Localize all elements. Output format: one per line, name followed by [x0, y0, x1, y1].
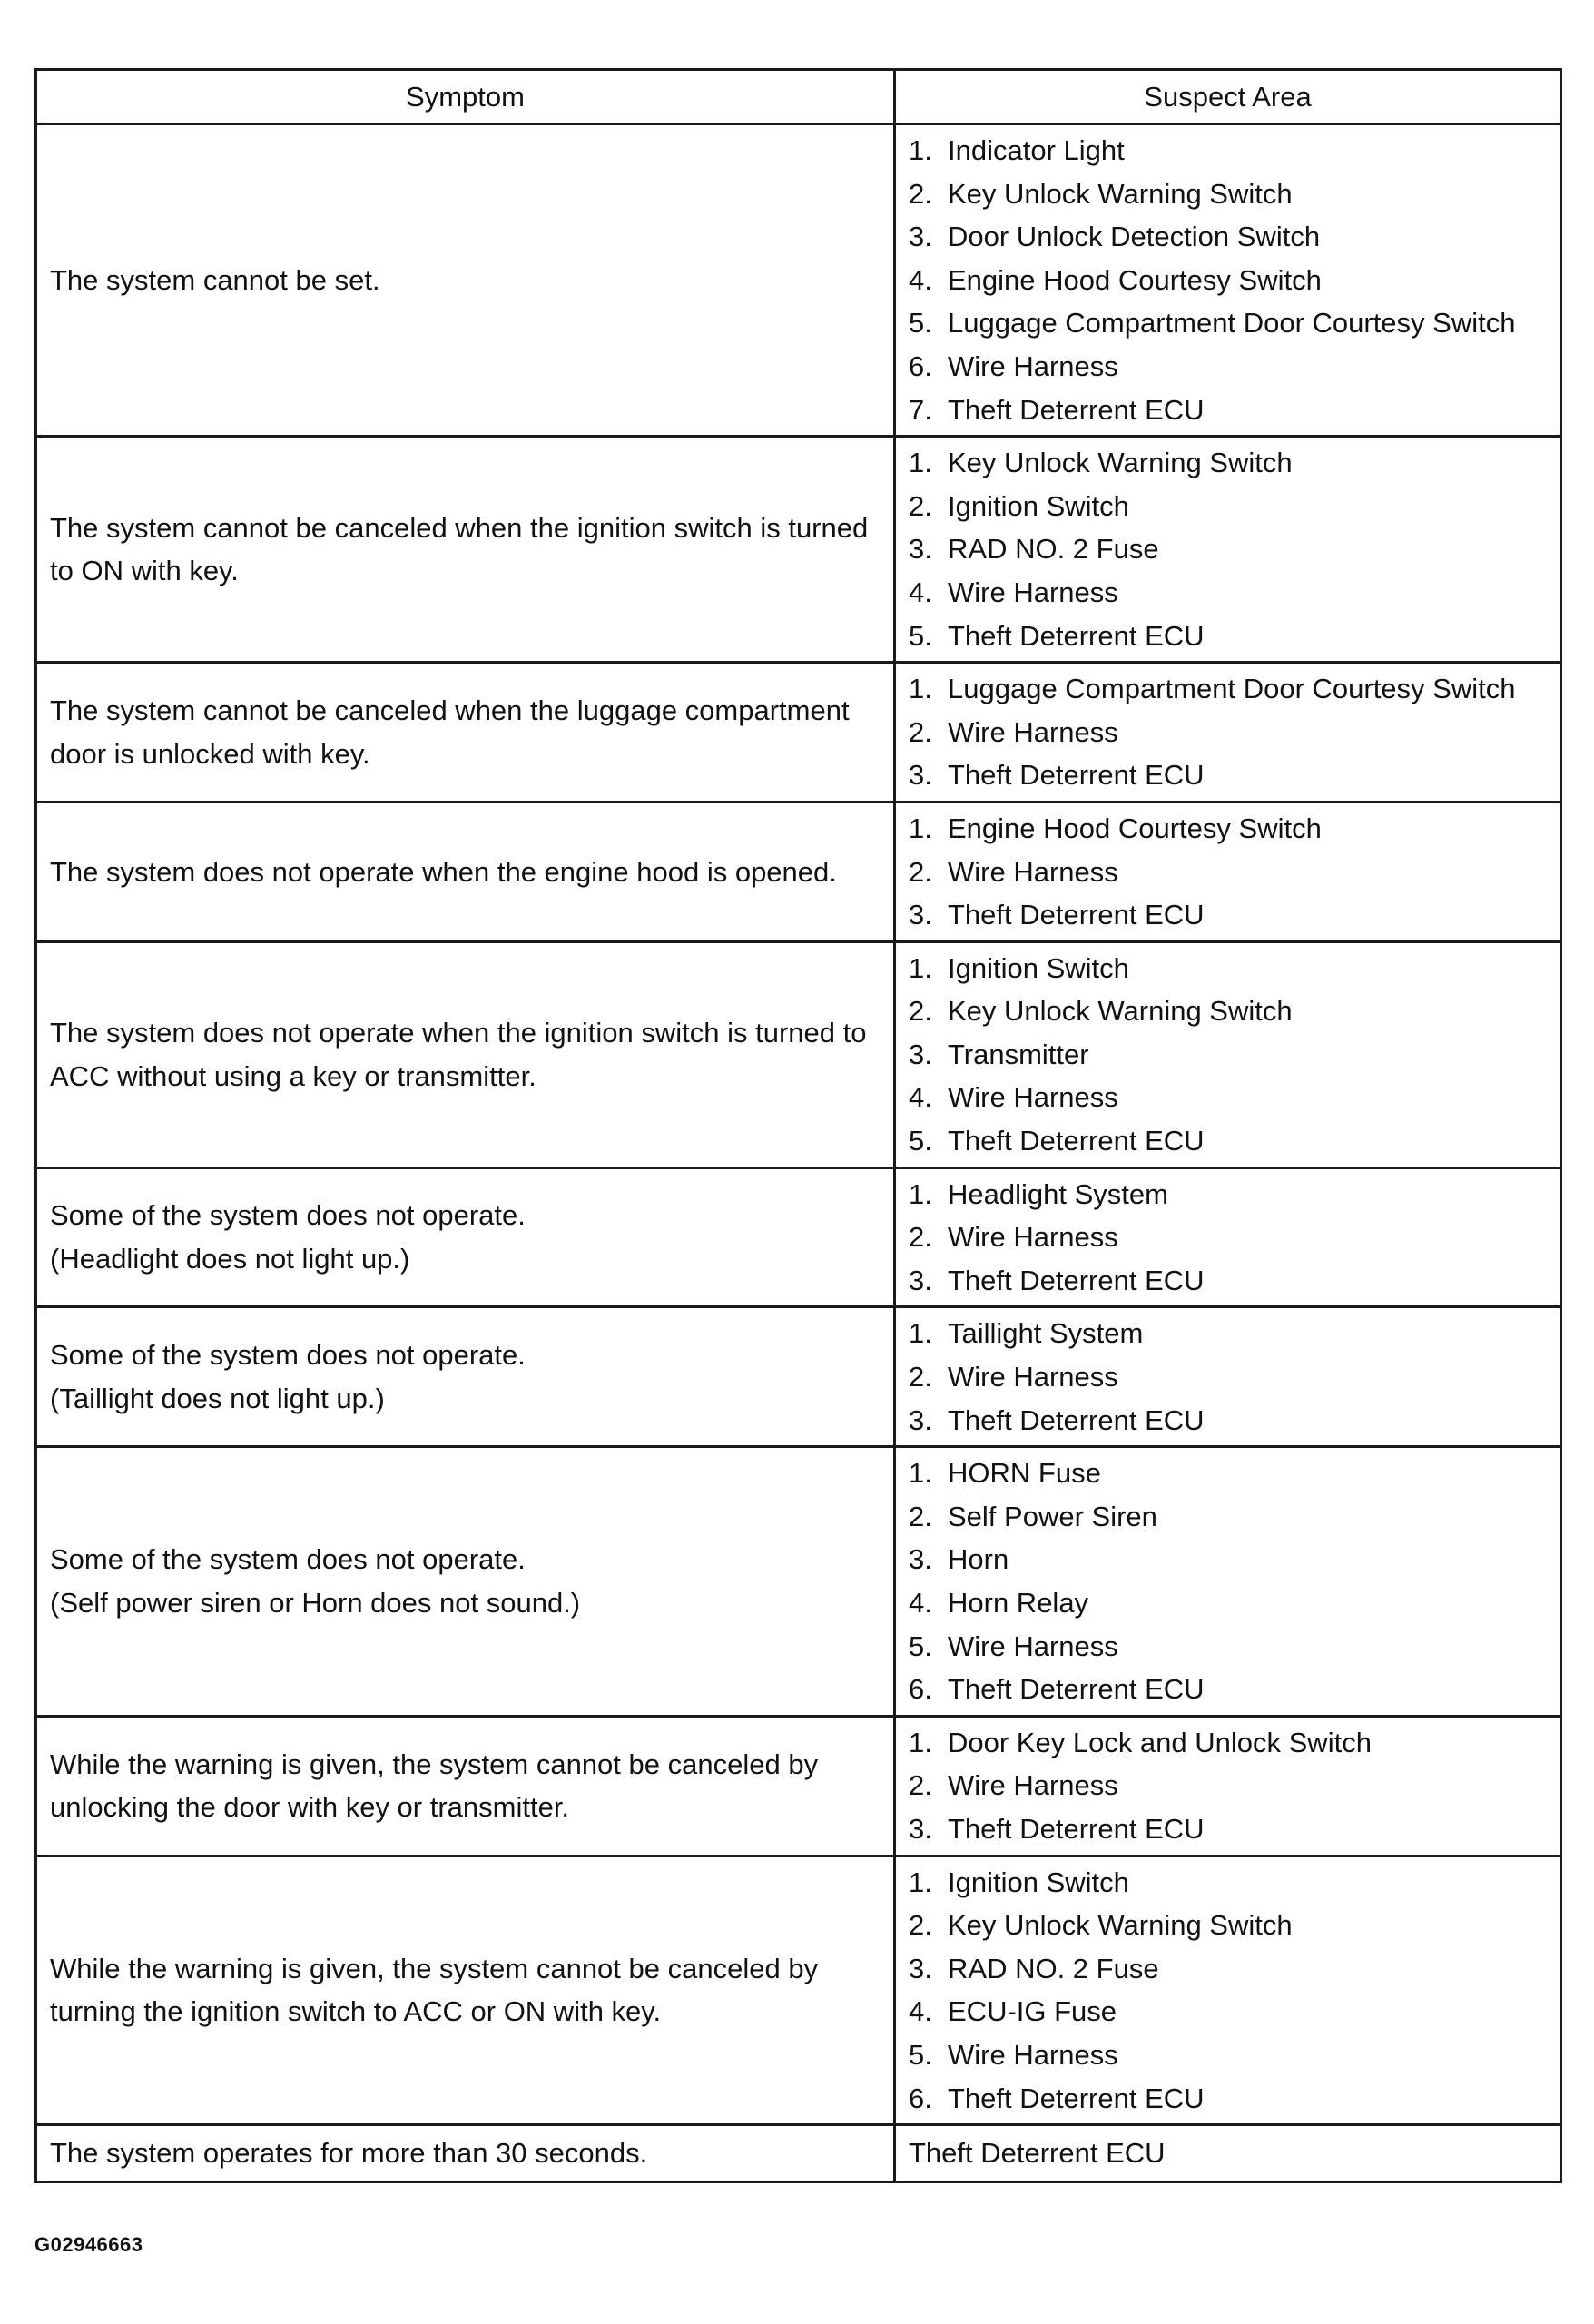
- suspect-item: [909, 1119, 1550, 1163]
- suspect-item-text: Theft Deterrent ECU: [948, 1264, 1205, 1296]
- symptom-text: turning the ignition switch to ACC or ON with key.: [50, 1995, 662, 2028]
- suspect-list: [909, 1312, 1550, 1442]
- suspect-item-text: Wire Harness: [948, 1221, 1118, 1254]
- suspect-item: [909, 1807, 1550, 1851]
- suspect-item: [909, 1399, 1550, 1443]
- suspect-item-number: 5.: [909, 1630, 932, 1662]
- table-row: [36, 802, 1561, 941]
- suspect-item-number: 1.: [909, 812, 932, 844]
- suspect-item-number: 3.: [909, 533, 932, 566]
- symptom-text: (Taillight does not light up.): [50, 1382, 385, 1414]
- suspect-item-number: 5.: [909, 307, 932, 340]
- suspect-item: [909, 1764, 1550, 1807]
- suspect-list: [909, 807, 1550, 937]
- suspect-item-text: Ignition Switch: [948, 1866, 1129, 1898]
- symptom-text: unlocking the door with key or transmitter.: [50, 1791, 570, 1824]
- suspect-item: [909, 1355, 1550, 1399]
- suspect-item-number: 3.: [909, 759, 932, 792]
- symptom-text: (Self power siren or Horn does not sound.): [50, 1587, 581, 1619]
- table-row: [36, 1167, 1561, 1307]
- suspect-item-text: Luggage Compartment Door Courtesy Switch: [948, 307, 1516, 340]
- suspect-item-number: 3.: [909, 1952, 932, 1984]
- suspect-area-cell: [895, 1167, 1561, 1307]
- symptom-text: The system operates for more than 30 seconds.: [50, 2137, 648, 2170]
- suspect-item-text: Horn Relay: [948, 1587, 1089, 1619]
- suspect-item-number: 1.: [909, 1317, 932, 1350]
- suspect-item: [909, 485, 1550, 528]
- suspect-item-text: Theft Deterrent ECU: [948, 759, 1205, 792]
- suspect-item-number: 4.: [909, 263, 932, 296]
- suspect-item-number: 2.: [909, 177, 932, 210]
- suspect-item: [909, 259, 1550, 302]
- suspect-item-text: Key Unlock Warning Switch: [948, 447, 1293, 479]
- suspect-item-number: 2.: [909, 715, 932, 748]
- suspect-item: [909, 571, 1550, 615]
- suspect-list: [909, 667, 1550, 797]
- symptom-text: The system cannot be set.: [50, 263, 380, 296]
- symptom-cell: [36, 1856, 895, 2125]
- table-row: [36, 663, 1561, 803]
- suspect-item-number: 1.: [909, 1177, 932, 1210]
- suspect-item: [909, 1538, 1550, 1581]
- suspect-item-number: 6.: [909, 350, 932, 382]
- suspect-item: [909, 527, 1550, 571]
- suspect-item-number: 3.: [909, 1403, 932, 1436]
- symptom-cell: [36, 2125, 895, 2182]
- suspect-item: [909, 1076, 1550, 1119]
- suspect-item: [909, 1861, 1550, 1905]
- suspect-item-number: 1.: [909, 1866, 932, 1898]
- suspect-item-text: Wire Harness: [948, 1361, 1118, 1393]
- suspect-item: [909, 711, 1550, 754]
- suspect-item-text: Wire Harness: [948, 2038, 1118, 2071]
- table-row: [36, 124, 1561, 437]
- suspect-item-text: Theft Deterrent ECU: [948, 1125, 1205, 1157]
- suspect-list: [909, 1173, 1550, 1303]
- suspect-item-number: 3.: [909, 1264, 932, 1296]
- symptom-cell: [36, 1716, 895, 1856]
- suspect-area-cell: [895, 1307, 1561, 1447]
- suspect-item: [909, 2034, 1550, 2077]
- symptom-column-header: Symptom: [36, 70, 895, 124]
- suspect-item-number: 5.: [909, 1125, 932, 1157]
- suspect-list: [909, 441, 1550, 657]
- suspect-item-number: 2.: [909, 489, 932, 522]
- suspect-item-number: 2.: [909, 995, 932, 1028]
- suspect-item-text: Theft Deterrent ECU: [948, 2082, 1205, 2114]
- suspect-item-text: Indicator Light: [948, 134, 1125, 166]
- suspect-item-number: 2.: [909, 1500, 932, 1532]
- table-row: [36, 1307, 1561, 1447]
- suspect-item-text: Theft Deterrent ECU: [948, 1812, 1205, 1845]
- suspect-item-number: 3.: [909, 1038, 932, 1070]
- suspect-item-text: Door Unlock Detection Switch: [948, 221, 1321, 253]
- suspect-item: [909, 667, 1550, 711]
- suspect-item-text: HORN Fuse: [948, 1457, 1101, 1490]
- suspect-area-cell: [895, 941, 1561, 1167]
- suspect-area-cell: [895, 2125, 1561, 2182]
- symptom-cell: [36, 663, 895, 803]
- suspect-list: [909, 947, 1550, 1163]
- suspect-item: [909, 172, 1550, 216]
- symptom-text: (Headlight does not light up.): [50, 1243, 410, 1275]
- symptom-cell: [36, 941, 895, 1167]
- suspect-item: [909, 389, 1550, 432]
- suspect-item-text: Wire Harness: [948, 1769, 1118, 1802]
- suspect-item: [909, 753, 1550, 797]
- suspect-item-number: 2.: [909, 855, 932, 888]
- suspect-item-text: RAD NO. 2 Fuse: [948, 1952, 1159, 1984]
- suspect-item-text: Headlight System: [948, 1177, 1168, 1210]
- suspect-item-text: Door Key Lock and Unlock Switch: [948, 1726, 1372, 1758]
- symptom-text: The system does not operate when the ignition switch is turned to: [50, 1017, 867, 1049]
- suspect-item: [909, 1581, 1550, 1625]
- table-row: [36, 2125, 1561, 2182]
- symptom-cell: [36, 1447, 895, 1717]
- suspect-area-cell: [895, 663, 1561, 803]
- suspect-item: [909, 215, 1550, 259]
- suspect-item-number: 4.: [909, 1081, 932, 1114]
- suspect-list: [909, 1721, 1550, 1851]
- table-row: [36, 1856, 1561, 2125]
- suspect-item-number: 1.: [909, 1726, 932, 1758]
- symptom-cell: [36, 437, 895, 663]
- suspect-item: [909, 947, 1550, 990]
- suspect-item-text: ECU-IG Fuse: [948, 1995, 1117, 2028]
- suspect-list: [909, 129, 1550, 431]
- troubleshooting-table: [34, 68, 1562, 2183]
- symptom-cell: [36, 1167, 895, 1307]
- suspect-item-number: 5.: [909, 2038, 932, 2071]
- suspect-item-number: 2.: [909, 1769, 932, 1802]
- suspect-item: [909, 1259, 1550, 1303]
- suspect-item: [909, 1904, 1550, 1947]
- suspect-item-text: Luggage Compartment Door Courtesy Switch: [948, 673, 1516, 705]
- suspect-item: [909, 2077, 1550, 2121]
- suspect-item-number: 4.: [909, 1995, 932, 2028]
- suspect-item-text: Self Power Siren: [948, 1500, 1157, 1532]
- table-row: [36, 437, 1561, 663]
- suspect-area-cell: [895, 437, 1561, 663]
- suspect-item: [909, 129, 1550, 172]
- suspect-item: [909, 1216, 1550, 1259]
- suspect-item-text: Horn: [948, 1543, 1009, 1576]
- symptom-text: The system does not operate when the engine hood is opened.: [50, 855, 837, 888]
- symptom-cell: [36, 1307, 895, 1447]
- suspect-list: [909, 1861, 1550, 2121]
- suspect-item-number: 3.: [909, 899, 932, 931]
- suspect-item: [909, 1668, 1550, 1711]
- suspect-item-number: 1.: [909, 951, 932, 984]
- suspect-item-text: Wire Harness: [948, 576, 1118, 608]
- suspect-area-column-header: Suspect Area: [895, 70, 1561, 124]
- suspect-item-text: Taillight System: [948, 1317, 1144, 1350]
- suspect-item: [909, 615, 1550, 658]
- suspect-item: [909, 1947, 1550, 1991]
- suspect-item-number: 5.: [909, 619, 932, 652]
- suspect-item-text: Theft Deterrent ECU: [948, 619, 1205, 652]
- suspect-item-text: Theft Deterrent ECU: [948, 1403, 1205, 1436]
- suspect-item-text: Wire Harness: [948, 715, 1118, 748]
- suspect-item: [909, 1452, 1550, 1495]
- suspect-item-number: 3.: [909, 1812, 932, 1845]
- table-header-row: [36, 70, 1561, 124]
- symptom-text: While the warning is given, the system cannot be canceled by: [50, 1748, 819, 1780]
- suspect-item-text: Wire Harness: [948, 1630, 1118, 1662]
- suspect-item-text: Wire Harness: [948, 855, 1118, 888]
- table-row: [36, 1447, 1561, 1717]
- suspect-area-cell: [895, 1856, 1561, 2125]
- suspect-item-number: 3.: [909, 1543, 932, 1576]
- suspect-item: [909, 345, 1550, 389]
- suspect-item-text: Transmitter: [948, 1038, 1089, 1070]
- suspect-area-cell: [895, 1447, 1561, 1717]
- symptom-text: The system cannot be canceled when the luggage compartment: [50, 694, 850, 726]
- suspect-list: [909, 1452, 1550, 1711]
- suspect-item: [909, 441, 1550, 485]
- suspect-item: [909, 807, 1550, 851]
- suspect-item-number: 1.: [909, 1457, 932, 1490]
- suspect-area-cell: [895, 1716, 1561, 1856]
- suspect-item: [909, 1495, 1550, 1539]
- suspect-item-text: Theft Deterrent ECU: [948, 1673, 1205, 1706]
- table-row: [36, 941, 1561, 1167]
- suspect-item-text: Key Unlock Warning Switch: [948, 1909, 1293, 1942]
- suspect-item-text: Ignition Switch: [948, 489, 1129, 522]
- suspect-item: [909, 1721, 1550, 1765]
- suspect-item-text: Key Unlock Warning Switch: [948, 995, 1293, 1028]
- suspect-item: [909, 1033, 1550, 1077]
- suspect-item: [909, 990, 1550, 1033]
- figure-code: G02946663: [34, 2233, 143, 2256]
- suspect-item-text: Theft Deterrent ECU: [948, 899, 1205, 931]
- suspect-item-text: Key Unlock Warning Switch: [948, 177, 1293, 210]
- symptom-text: While the warning is given, the system cannot be canceled by: [50, 1952, 819, 1984]
- suspect-item-text: Ignition Switch: [948, 951, 1129, 984]
- symptom-text: Some of the system does not operate.: [50, 1199, 526, 1232]
- symptom-cell: [36, 802, 895, 941]
- symptom-text: door is unlocked with key.: [50, 737, 370, 770]
- suspect-area-cell: [895, 124, 1561, 437]
- suspect-item-text: Engine Hood Courtesy Switch: [948, 812, 1322, 844]
- suspect-item-number: 1.: [909, 447, 932, 479]
- suspect-item: [909, 893, 1550, 937]
- suspect-item: [909, 301, 1550, 345]
- symptom-text: ACC without using a key or transmitter.: [50, 1059, 536, 1092]
- suspect-item-text: Wire Harness: [948, 1081, 1118, 1114]
- symptom-cell: [36, 124, 895, 437]
- suspect-item: [909, 851, 1550, 894]
- suspect-item: [909, 1990, 1550, 2034]
- suspect-item: [909, 1312, 1550, 1355]
- suspect-item-number: 7.: [909, 393, 932, 426]
- table-body: [36, 124, 1561, 2182]
- suspect-item-number: 6.: [909, 1673, 932, 1706]
- symptom-text: Some of the system does not operate.: [50, 1339, 526, 1372]
- suspect-item: [909, 1625, 1550, 1669]
- symptom-text: Some of the system does not operate.: [50, 1543, 526, 1576]
- suspect-item-text: Engine Hood Courtesy Switch: [948, 263, 1322, 296]
- table-row: [36, 1716, 1561, 1856]
- suspect-area-cell: [895, 802, 1561, 941]
- suspect-item-number: 1.: [909, 134, 932, 166]
- symptom-text: The system cannot be canceled when the ignition switch is turned: [50, 511, 869, 544]
- suspect-item-number: 4.: [909, 576, 932, 608]
- suspect-item-text: Wire Harness: [948, 350, 1118, 382]
- suspect-item-number: 2.: [909, 1909, 932, 1942]
- suspect-item-text: Theft Deterrent ECU: [948, 393, 1205, 426]
- suspect-item-number: 6.: [909, 2082, 932, 2114]
- suspect-item-text: Theft Deterrent ECU: [909, 2137, 1166, 2170]
- suspect-item-number: 3.: [909, 221, 932, 253]
- suspect-item-number: 2.: [909, 1361, 932, 1393]
- suspect-item-number: 4.: [909, 1587, 932, 1619]
- suspect-item: [909, 1173, 1550, 1216]
- symptom-text: to ON with key.: [50, 555, 239, 587]
- suspect-item-number: 1.: [909, 673, 932, 705]
- suspect-item-text: RAD NO. 2 Fuse: [948, 533, 1159, 566]
- suspect-item-number: 2.: [909, 1221, 932, 1254]
